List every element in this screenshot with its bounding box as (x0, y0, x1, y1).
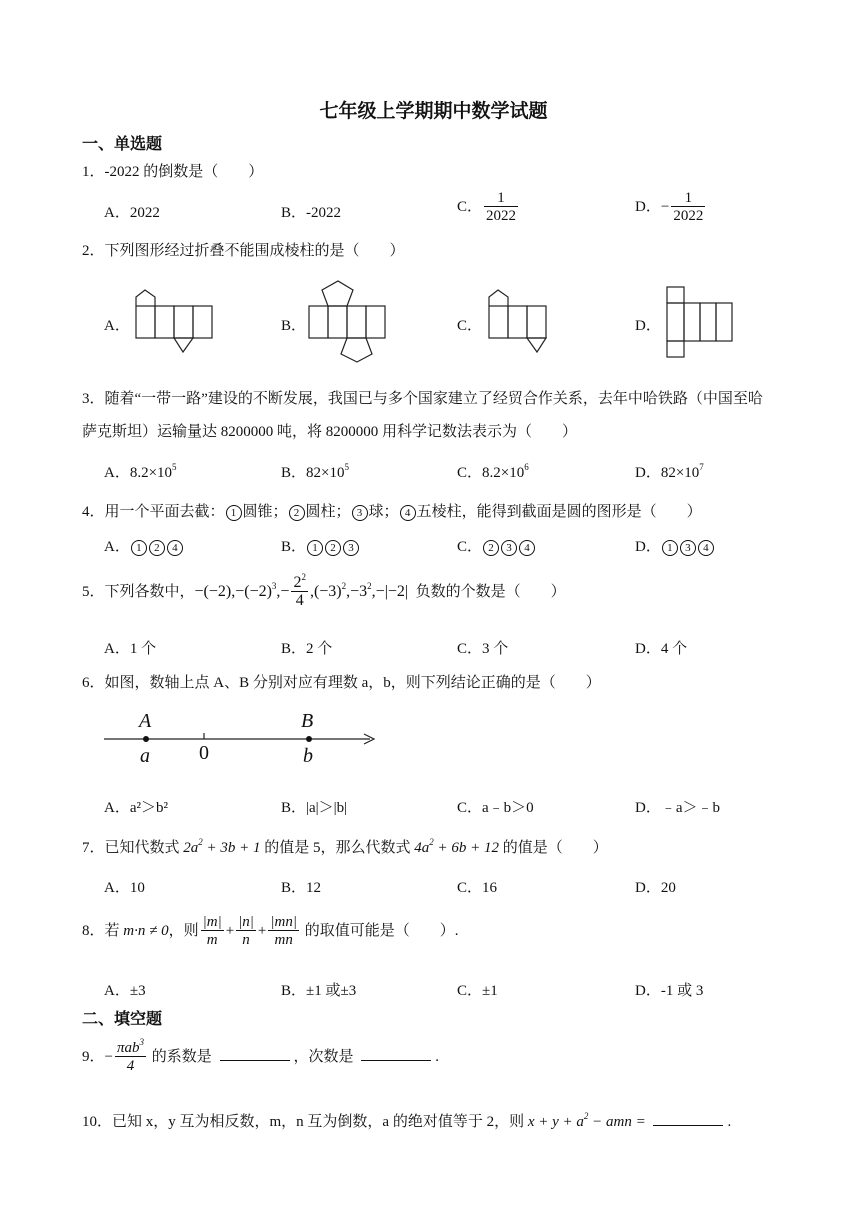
question-3-line1: 3．随着“一带一路”建设的不断发展，我国已与多个国家建立了经贸合作关系，去年中哈铁路（中国至哈 (82, 391, 763, 407)
q8-fraction-3: $\frac{|mn|}{mn}$ (270, 914, 297, 948)
q5-option-a[interactable]: A．1 个 (104, 641, 157, 657)
q3-option-c[interactable]: C．$8.2\times 10^6$ (457, 462, 529, 481)
q9-blank-degree[interactable] (361, 1059, 431, 1061)
q4-option-c[interactable]: C． 2 3 4 (457, 535, 536, 556)
q2-option-c[interactable]: C． (457, 318, 483, 334)
question-2-text: 2．下列图形经过折叠不能围成棱柱的是（ ） (82, 243, 405, 259)
q2-option-a[interactable]: A． (104, 318, 130, 334)
q10-expression: $x + y + a^2$ − amn = (527, 1111, 650, 1130)
q8-option-c[interactable]: C．±1 (457, 983, 498, 999)
q3-option-d[interactable]: D．$82\times 10^7$ (635, 462, 704, 481)
q8-fraction-2: $\frac{|n|}{n}$ (238, 914, 254, 948)
q9-blank-coefficient[interactable] (220, 1059, 290, 1061)
q5-option-b[interactable]: B．2 个 (281, 641, 333, 657)
q9-fraction: $\frac{\pi ab^3}{4}$ (116, 1037, 144, 1074)
q7-option-a[interactable]: A．10 (104, 880, 145, 896)
question-1-text: 1．-2022 的倒数是（ ） (82, 164, 264, 180)
point-a-label: A (139, 710, 152, 732)
point-b-value: b (303, 745, 313, 767)
point-a-dot (143, 736, 149, 742)
question-6-text: 6．如图，数轴上点 A、B 分别对应有理数 a，b，则下列结论正确的是（ ） (82, 675, 601, 691)
q8-fraction-1: $\frac{|m|}{m}$ (202, 914, 222, 948)
q6-option-d[interactable]: D．﹣a＞﹣b (635, 800, 720, 816)
q1-option-d-label: D． (635, 198, 661, 215)
q5-option-c[interactable]: C．3 个 (457, 641, 509, 657)
q1-option-d-fraction: $\frac{1}{2022}$ (673, 190, 704, 224)
q7-expression-1: $2a^2 + 3b + 1$ (183, 837, 261, 856)
point-b-label: B (301, 710, 314, 732)
question-9-text: 9．− $\frac{\pi ab^3}{4}$ 的系数是 ，次数是 . (82, 1037, 440, 1074)
q6-option-c[interactable]: C．a﹣b＞0 (457, 800, 534, 816)
section-heading-fill-blank: 二、填空题 (82, 1009, 163, 1028)
q1-option-c-label: C． (457, 198, 483, 215)
question-10-text: 10．已知 x，y 互为相反数，m，n 互为倒数，a 的绝对值等于 2，则 $x + y + a^2$ − amn = . (82, 1111, 732, 1130)
q2-option-b[interactable]: B． (281, 318, 307, 334)
origin-label: 0 (199, 742, 209, 764)
q7-option-c[interactable]: C．16 (457, 880, 498, 896)
q5-option-d[interactable]: D．4 个 (635, 641, 688, 657)
point-b-dot (306, 736, 312, 742)
question-4-text: 4．用一个平面去截： 1 圆锥； 2 圆柱； 3 球； 4 五棱柱，能得到截面是圆的图形是（ ） (82, 504, 702, 520)
q3-option-a[interactable]: A．$8.2\times 10^5$ (104, 462, 177, 481)
q4-option-a[interactable]: A． 1 2 4 (104, 535, 184, 556)
question-8-text: 8．若 m·n ≠ 0，则 $\frac{|m|}{m}$ + $\frac{|n|}{n}$ + $\frac{|mn|}{mn}$ 的取值可能是（ ）. (82, 914, 459, 948)
question-5-text: 5．下列各数中，$-(-2),-(-2)^3,-$ $\frac{2^2}{4}$ $,(-3)^2,-3^2,-|-2|$ 负数的个数是（ ） (82, 572, 566, 609)
q7-option-b[interactable]: B．12 (281, 880, 322, 896)
q3-option-b[interactable]: B．$82\times 10^5$ (281, 462, 349, 481)
q7-expression-2: $4a^2 + 6b + 12$ (414, 837, 500, 856)
q8-option-d[interactable]: D．-1 或 3 (635, 983, 704, 999)
q1-option-d[interactable]: D．− $\frac{1}{2022}$ (635, 190, 704, 224)
q10-blank-answer[interactable] (653, 1124, 723, 1126)
q5-expression: $-(-2),-(-2)^3,-$ $\frac{2^2}{4}$ $,(-3)^2,-3^2,-|-2|$ (194, 572, 409, 609)
q1-option-c-fraction: $\frac{1}{2022}$ (486, 190, 517, 224)
q4-option-d[interactable]: D． 1 3 4 (635, 535, 715, 556)
q6-option-b[interactable]: B．|a|＞|b| (281, 800, 348, 816)
question-7-text: 7．已知代数式 $2a^2 + 3b + 1$ 的值是 5，那么代数式 $4a^2 + 6b + 12$ 的值是（ ） (82, 837, 608, 856)
point-a-value: a (140, 745, 150, 767)
section-heading-single-choice: 一、单选题 (82, 134, 163, 153)
q4-option-b[interactable]: B． 1 2 3 (281, 535, 360, 556)
q8-option-a[interactable]: A．±3 (104, 983, 146, 999)
q1-option-a[interactable]: A．2022 (104, 205, 160, 221)
q2-option-d[interactable]: D． (635, 318, 661, 334)
page-title: 七年级上学期期中数学试题 (319, 100, 548, 122)
question-3-line2: 萨克斯坦）运输量达 8200000 吨，将 8200000 用科学记数法表示为（ ） (82, 424, 578, 440)
q7-option-d[interactable]: D．20 (635, 880, 676, 896)
q8-option-b[interactable]: B．±1 或±3 (281, 983, 357, 999)
q6-option-a[interactable]: A．a²＞b² (104, 800, 168, 816)
q1-option-b[interactable]: B．-2022 (281, 205, 342, 221)
